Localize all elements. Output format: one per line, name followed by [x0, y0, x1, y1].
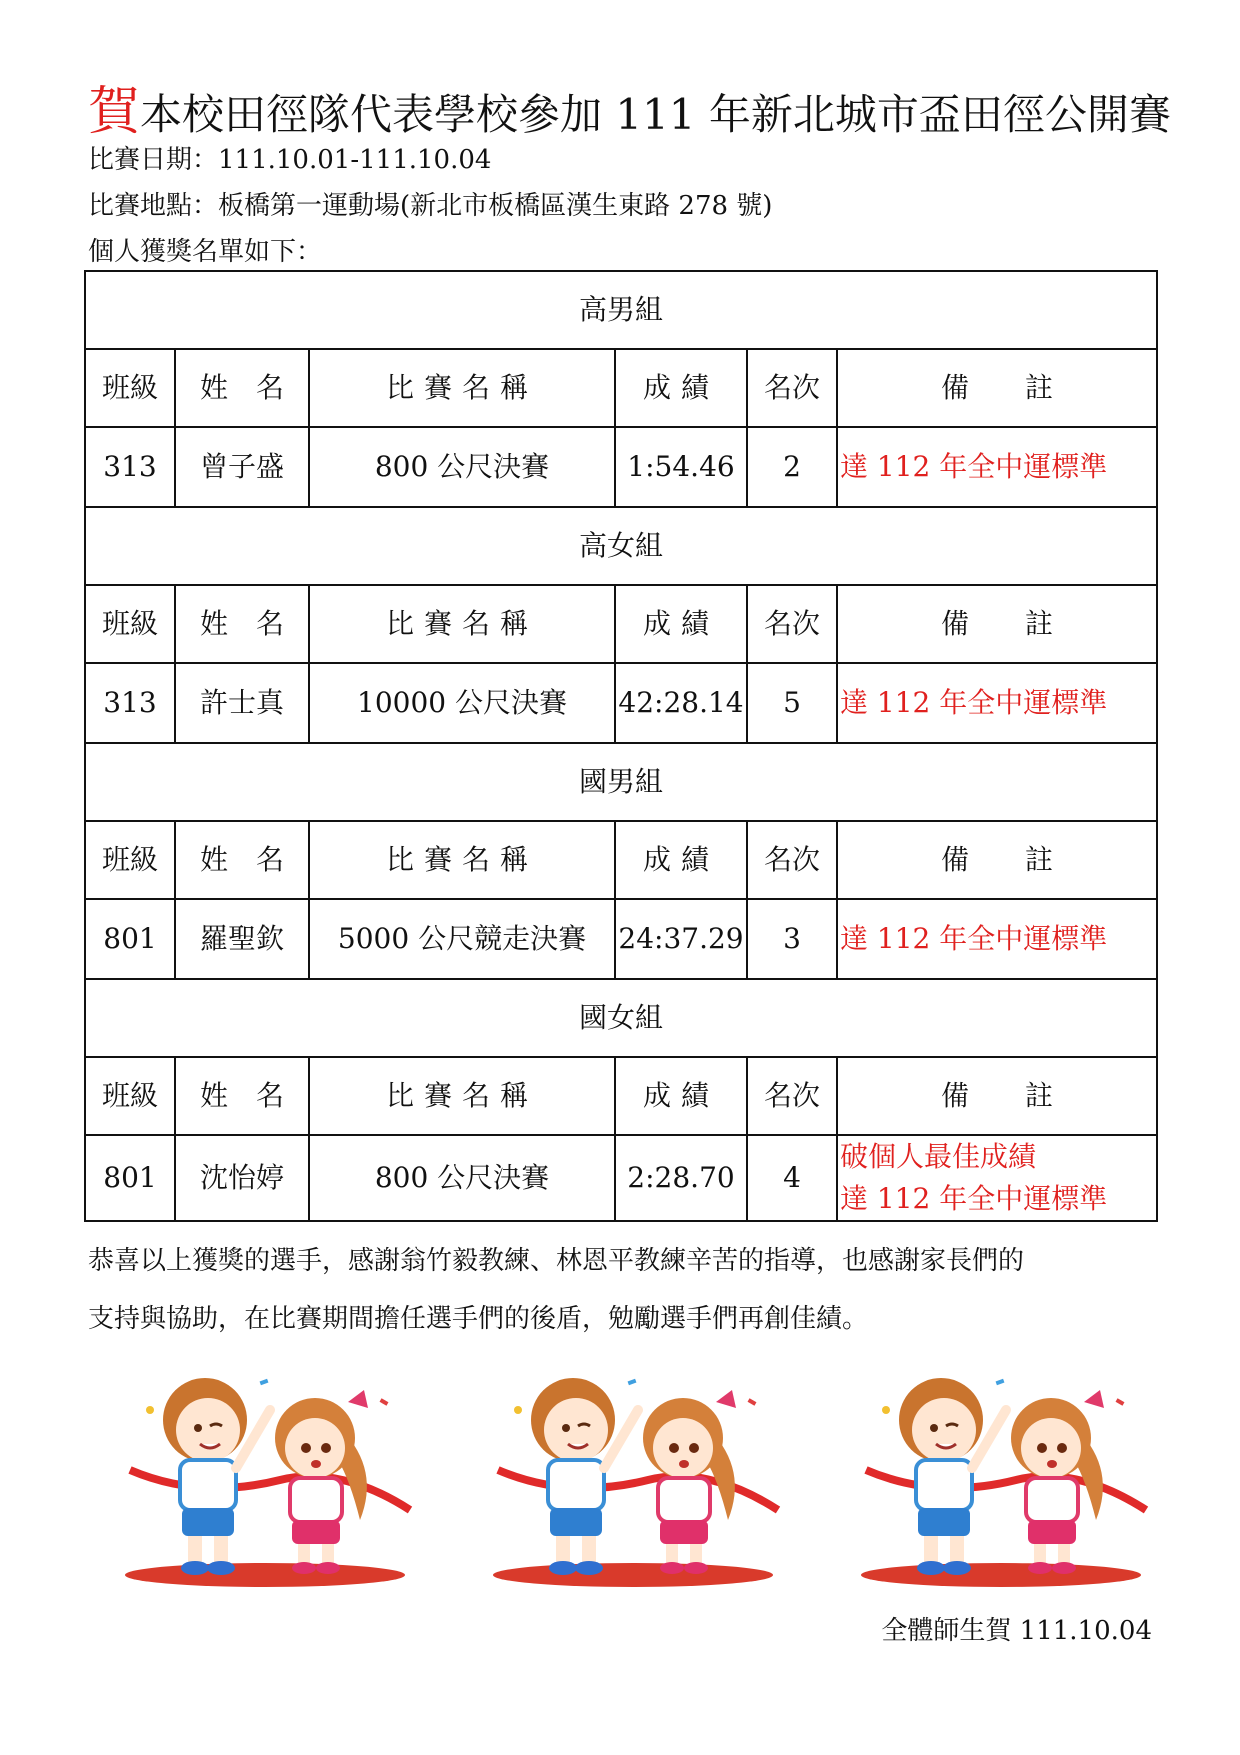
- header-event: 比賽名稱: [309, 585, 615, 663]
- header-result: 成績: [615, 821, 747, 899]
- table-row: [85, 1135, 1157, 1221]
- header-class: 班級: [85, 349, 175, 427]
- remark-text: 破個人最佳成績: [840, 1140, 1037, 1173]
- header-event: 比賽名稱: [309, 1057, 615, 1135]
- group-title: 國男組: [85, 743, 1157, 821]
- running-kids-illustration: [110, 1350, 420, 1590]
- group-title: 國女組: [85, 979, 1157, 1057]
- header-name: 姓 名: [175, 1057, 309, 1135]
- header-rank: 名次: [747, 821, 837, 899]
- congrats-mark: 賀: [88, 82, 141, 142]
- header-remark: 備 註: [837, 349, 1157, 427]
- header-name: 姓 名: [175, 821, 309, 899]
- group-title: 高男組: [85, 271, 1157, 349]
- group-title-row: [85, 271, 1157, 349]
- cell-athlete: 沈怡婷: [175, 1135, 309, 1221]
- cell-rank: 2: [747, 427, 837, 507]
- closing-line-2: 支持與協助，在比賽期間擔任選手們的後盾，勉勵選手們再創佳績。: [88, 1304, 869, 1334]
- cell-event: 10000 公尺決賽: [309, 663, 615, 743]
- cell-event: 800 公尺決賽: [309, 427, 615, 507]
- header-class: 班級: [85, 821, 175, 899]
- remark-text: 達 112 年全中運標準: [840, 1182, 1108, 1215]
- cell-result: 42:28.14: [615, 663, 747, 743]
- table-header-row: [85, 821, 1157, 899]
- running-kids-illustration: [846, 1350, 1156, 1590]
- remark-text: 達 112 年全中運標準: [840, 922, 1108, 955]
- header-result: 成績: [615, 585, 747, 663]
- header-name: 姓 名: [175, 349, 309, 427]
- cell-result: 24:37.29: [615, 899, 747, 979]
- cell-event: 800 公尺決賽: [309, 1135, 615, 1221]
- header-event: 比賽名稱: [309, 821, 615, 899]
- cell-class: 801: [85, 899, 175, 979]
- header-result: 成績: [615, 1057, 747, 1135]
- award-list-intro: 個人獲獎名單如下：: [88, 237, 323, 267]
- table-row: [85, 663, 1157, 743]
- table-row: [85, 427, 1157, 507]
- cell-athlete: 曾子盛: [175, 427, 309, 507]
- group-title-row: [85, 743, 1157, 821]
- table-row: [85, 899, 1157, 979]
- header-rank: 名次: [747, 1057, 837, 1135]
- header-remark: 備 註: [837, 585, 1157, 663]
- cell-remark: [837, 427, 1157, 507]
- closing-line-1: 恭喜以上獲獎的選手，感謝翁竹毅教練、林恩平教練辛苦的指導，也感謝家長們的: [88, 1246, 1025, 1276]
- cell-result: 1:54.46: [615, 427, 747, 507]
- running-kids-illustration: [478, 1350, 788, 1590]
- header-event: 比賽名稱: [309, 349, 615, 427]
- cell-class: 801: [85, 1135, 175, 1221]
- header-name: 姓 名: [175, 585, 309, 663]
- cell-result: 2:28.70: [615, 1135, 747, 1221]
- cell-event: 5000 公尺競走決賽: [309, 899, 615, 979]
- header-result: 成績: [615, 349, 747, 427]
- cell-rank: 5: [747, 663, 837, 743]
- table-header-row: [85, 1057, 1157, 1135]
- cell-class: 313: [85, 427, 175, 507]
- title-text: 本校田徑隊代表學校參加 111 年新北城市盃田徑公開賽: [140, 90, 1171, 139]
- cell-class: 313: [85, 663, 175, 743]
- remark-text: 達 112 年全中運標準: [840, 686, 1108, 719]
- group-title-row: [85, 979, 1157, 1057]
- cell-remark: [837, 899, 1157, 979]
- group-title: 高女組: [85, 507, 1157, 585]
- cell-remark: [837, 1135, 1157, 1221]
- cell-athlete: 羅聖欽: [175, 899, 309, 979]
- header-class: 班級: [85, 585, 175, 663]
- header-rank: 名次: [747, 349, 837, 427]
- cell-athlete: 許士真: [175, 663, 309, 743]
- signature: 全體師生賀 111.10.04: [881, 1616, 1152, 1646]
- table-header-row: [85, 585, 1157, 663]
- cell-rank: 3: [747, 899, 837, 979]
- group-title-row: [85, 507, 1157, 585]
- header-rank: 名次: [747, 585, 837, 663]
- page-title: [88, 82, 1208, 145]
- competition-date: 比賽日期：111.10.01-111.10.04: [88, 145, 492, 175]
- closing-message: [88, 1232, 1168, 1348]
- header-class: 班級: [85, 1057, 175, 1135]
- header-remark: 備 註: [837, 821, 1157, 899]
- cell-remark: [837, 663, 1157, 743]
- remark-text: 達 112 年全中運標準: [840, 450, 1108, 483]
- award-table: [84, 270, 1158, 1222]
- header-remark: 備 註: [837, 1057, 1157, 1135]
- competition-venue: 比賽地點：板橋第一運動場(新北市板橋區漢生東路 278 號): [88, 191, 773, 221]
- table-header-row: [85, 349, 1157, 427]
- cell-rank: 4: [747, 1135, 837, 1221]
